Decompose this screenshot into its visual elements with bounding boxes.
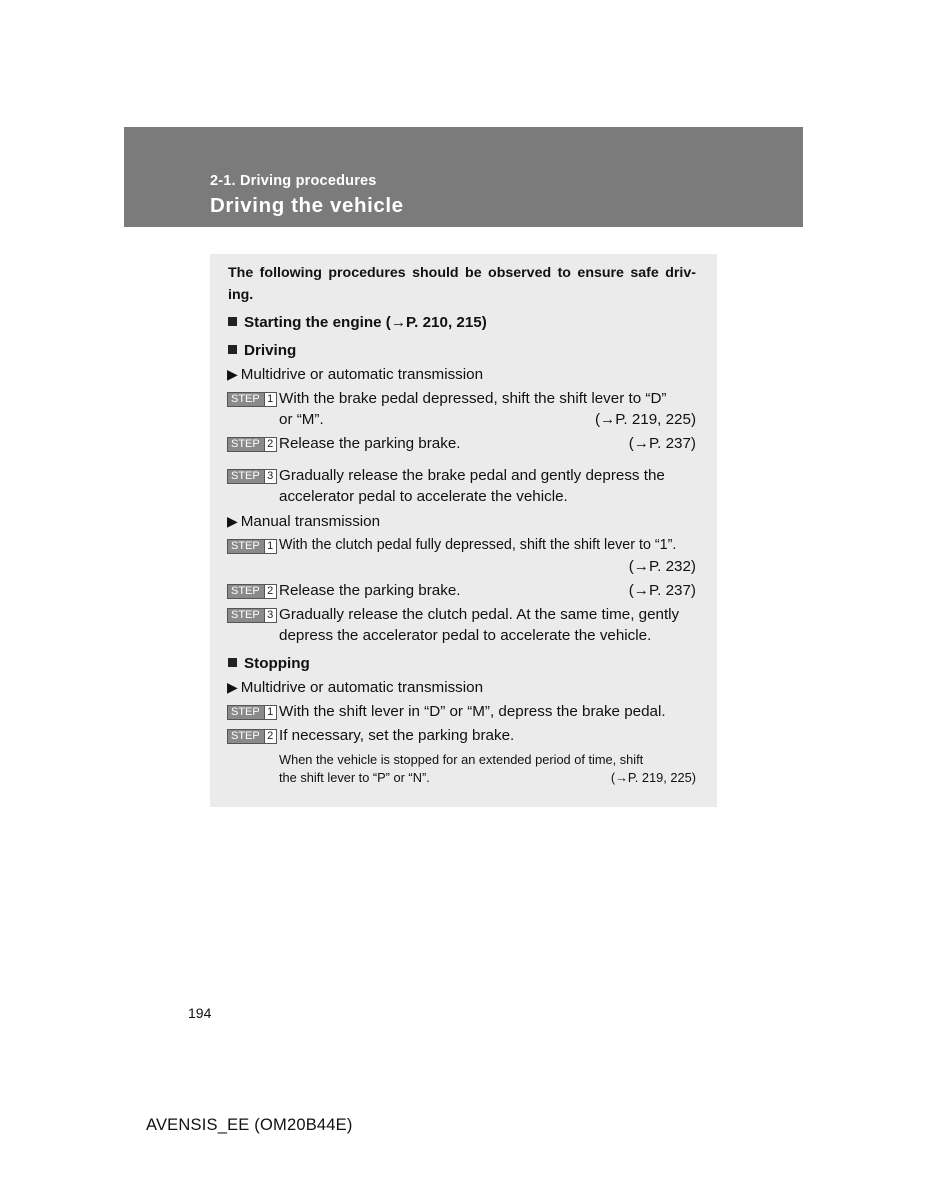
step-text: Release the parking brake.: [279, 435, 461, 452]
page-reference: (→P. 219, 225): [610, 770, 696, 785]
step-badge: STEP 3: [227, 608, 277, 623]
step-text: If necessary, set the parking brake.: [279, 727, 515, 744]
step-text-cont: depress the accelerator pedal to accelerate the vehicle.: [279, 627, 652, 644]
sub-auto-transmission-text: Multidrive or automatic transmission: [240, 366, 484, 383]
step-badge: STEP 1: [227, 539, 277, 554]
step-text: With the brake pedal depressed, shift the shift lever to “D”: [279, 390, 667, 407]
square-bullet-icon: [228, 317, 237, 326]
section-label: 2-1. Driving procedures: [210, 173, 377, 189]
square-bullet-icon: [228, 658, 237, 667]
triangle-bullet-icon: ▶: [227, 366, 238, 382]
heading-stopping-text: Stopping: [244, 655, 310, 672]
heading-driving: [228, 342, 296, 359]
note-text: When the vehicle is stopped for an extended period of time, shift: [279, 752, 644, 767]
step-badge: STEP 1: [227, 705, 277, 720]
triangle-bullet-icon: ▶: [227, 513, 238, 529]
step-text: Gradually release the brake pedal and gently depress the: [279, 467, 665, 484]
heading-starting-text: Starting the engine (→P. 210, 215): [244, 314, 487, 331]
step-text: With the shift lever in “D” or “M”, depress the brake pedal.: [279, 703, 666, 720]
sub-auto-transmission: [227, 679, 483, 696]
step-text: With the clutch pedal fully depressed, shift the shift lever to “1”.: [279, 537, 677, 553]
step-badge: STEP 2: [227, 437, 277, 452]
sub-manual-transmission-text: Manual transmission: [240, 513, 381, 530]
step-badge: STEP 3: [227, 469, 277, 484]
step-text: Release the parking brake.: [279, 582, 461, 599]
page-reference: (→P. 232): [628, 558, 696, 575]
intro-text: The following procedures should be observed to ensure safe driv-ing.: [228, 265, 696, 303]
content-box: [210, 254, 717, 807]
heading-driving-text: Driving: [244, 342, 297, 359]
step-badge: STEP 2: [227, 584, 277, 599]
heading-starting: [228, 314, 487, 331]
page-number: 194: [188, 1005, 212, 1021]
step-badge: STEP 2: [227, 729, 277, 744]
triangle-bullet-icon: ▶: [227, 679, 238, 695]
step-text: Gradually release the clutch pedal. At the same time, gently: [279, 606, 680, 623]
heading-stopping: [228, 655, 310, 672]
sub-manual-transmission: [227, 513, 380, 530]
footer-code: AVENSIS_EE (OM20B44E): [146, 1116, 353, 1134]
note-text-cont: the shift lever to “P” or “N”.: [279, 770, 430, 785]
page-title: Driving the vehicle: [210, 194, 404, 217]
step-text-cont: or “M”.: [279, 411, 324, 428]
square-bullet-icon: [228, 345, 237, 354]
page-reference: (→P. 219, 225): [594, 411, 696, 428]
header-band: [124, 127, 803, 227]
sub-auto-transmission: [227, 366, 483, 383]
sub-auto-transmission-text: Multidrive or automatic transmission: [240, 679, 484, 696]
page-reference: (→P. 237): [628, 435, 696, 452]
page-reference: (→P. 237): [628, 582, 696, 599]
step-badge: STEP 1: [227, 392, 277, 407]
step-text-cont: accelerator pedal to accelerate the vehicle.: [279, 488, 568, 505]
